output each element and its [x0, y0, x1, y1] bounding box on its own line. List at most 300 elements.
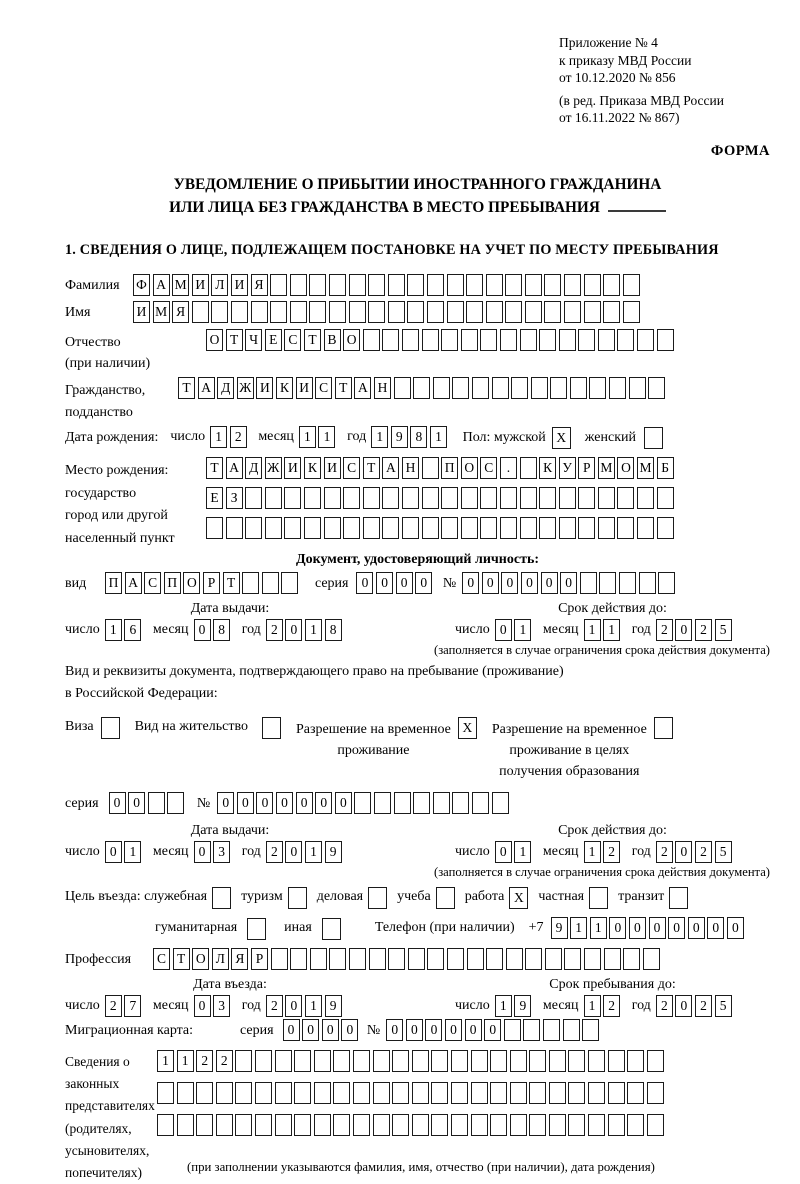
char-cell[interactable]: 0: [462, 572, 479, 594]
char-cell[interactable]: 0: [356, 572, 373, 594]
char-cell[interactable]: [167, 792, 184, 814]
purpose-other-checkbox[interactable]: [322, 918, 341, 940]
char-cell[interactable]: 1: [318, 426, 335, 448]
char-cell[interactable]: [543, 1019, 560, 1041]
char-cell[interactable]: [290, 301, 307, 323]
char-cell[interactable]: [333, 1114, 350, 1136]
char-cell[interactable]: [245, 517, 262, 539]
char-cell[interactable]: [559, 517, 576, 539]
char-cell[interactable]: Я: [231, 948, 248, 970]
char-cell[interactable]: У: [559, 457, 576, 479]
char-cell[interactable]: 0: [415, 572, 432, 594]
char-cell[interactable]: Т: [226, 329, 243, 351]
char-cell[interactable]: 0: [675, 619, 692, 641]
char-cell[interactable]: [608, 1114, 625, 1136]
char-cell[interactable]: 1: [124, 841, 141, 863]
char-cell[interactable]: [492, 792, 509, 814]
char-cell[interactable]: Е: [265, 329, 282, 351]
char-cell[interactable]: [480, 487, 497, 509]
char-cell[interactable]: А: [198, 377, 215, 399]
char-cell[interactable]: [388, 274, 405, 296]
char-cell[interactable]: [545, 948, 562, 970]
purpose-study-checkbox[interactable]: [436, 887, 455, 909]
char-cell[interactable]: [480, 329, 497, 351]
char-cell[interactable]: [589, 377, 606, 399]
char-cell[interactable]: П: [105, 572, 122, 594]
char-cell[interactable]: 3: [213, 995, 230, 1017]
char-cell[interactable]: 0: [541, 572, 558, 594]
char-cell[interactable]: [609, 377, 626, 399]
char-cell[interactable]: 0: [495, 841, 512, 863]
char-cell[interactable]: П: [164, 572, 181, 594]
char-cell[interactable]: 0: [465, 1019, 482, 1041]
char-cell[interactable]: 9: [391, 426, 408, 448]
char-cell[interactable]: 5: [715, 619, 732, 641]
char-cell[interactable]: 0: [256, 792, 273, 814]
char-cell[interactable]: [637, 517, 654, 539]
char-cell[interactable]: 0: [688, 917, 705, 939]
char-cell[interactable]: 0: [109, 792, 126, 814]
char-cell[interactable]: [412, 1082, 429, 1104]
char-cell[interactable]: [294, 1082, 311, 1104]
char-cell[interactable]: [544, 301, 561, 323]
char-cell[interactable]: [211, 301, 228, 323]
char-cell[interactable]: [447, 274, 464, 296]
char-cell[interactable]: [452, 792, 469, 814]
char-cell[interactable]: [431, 1082, 448, 1104]
char-cell[interactable]: [206, 517, 223, 539]
char-cell[interactable]: [505, 274, 522, 296]
char-cell[interactable]: 1: [299, 426, 316, 448]
char-cell[interactable]: 5: [715, 841, 732, 863]
char-cell[interactable]: [431, 1050, 448, 1072]
char-cell[interactable]: М: [172, 274, 189, 296]
purpose-work-checkbox[interactable]: X: [509, 887, 528, 909]
char-cell[interactable]: И: [133, 301, 150, 323]
char-cell[interactable]: [388, 948, 405, 970]
char-cell[interactable]: [412, 1114, 429, 1136]
char-cell[interactable]: [329, 274, 346, 296]
char-cell[interactable]: 8: [410, 426, 427, 448]
char-cell[interactable]: [578, 517, 595, 539]
char-cell[interactable]: С: [343, 457, 360, 479]
char-cell[interactable]: 0: [727, 917, 744, 939]
char-cell[interactable]: 0: [285, 619, 302, 641]
char-cell[interactable]: [275, 1114, 292, 1136]
char-cell[interactable]: [235, 1082, 252, 1104]
char-cell[interactable]: [564, 301, 581, 323]
char-cell[interactable]: А: [354, 377, 371, 399]
char-cell[interactable]: [588, 1082, 605, 1104]
char-cell[interactable]: 1: [177, 1050, 194, 1072]
char-cell[interactable]: 0: [675, 995, 692, 1017]
char-cell[interactable]: М: [153, 301, 170, 323]
char-cell[interactable]: [582, 1019, 599, 1041]
char-cell[interactable]: [281, 572, 298, 594]
char-cell[interactable]: К: [304, 457, 321, 479]
char-cell[interactable]: 1: [105, 619, 122, 641]
char-cell[interactable]: 0: [376, 572, 393, 594]
char-cell[interactable]: [413, 377, 430, 399]
char-cell[interactable]: [623, 301, 640, 323]
char-cell[interactable]: [441, 517, 458, 539]
purpose-official-checkbox[interactable]: [212, 887, 231, 909]
char-cell[interactable]: 0: [425, 1019, 442, 1041]
char-cell[interactable]: [647, 1050, 664, 1072]
char-cell[interactable]: Н: [402, 457, 419, 479]
char-cell[interactable]: [382, 517, 399, 539]
char-cell[interactable]: [402, 329, 419, 351]
char-cell[interactable]: К: [276, 377, 293, 399]
char-cell[interactable]: [382, 487, 399, 509]
char-cell[interactable]: Н: [374, 377, 391, 399]
char-cell[interactable]: 0: [668, 917, 685, 939]
char-cell[interactable]: [529, 1114, 546, 1136]
char-cell[interactable]: [520, 457, 537, 479]
char-cell[interactable]: [441, 329, 458, 351]
char-cell[interactable]: [353, 1050, 370, 1072]
char-cell[interactable]: [394, 792, 411, 814]
char-cell[interactable]: Р: [578, 457, 595, 479]
char-cell[interactable]: [500, 487, 517, 509]
char-cell[interactable]: [447, 301, 464, 323]
char-cell[interactable]: Д: [245, 457, 262, 479]
char-cell[interactable]: [349, 948, 366, 970]
char-cell[interactable]: [349, 274, 366, 296]
char-cell[interactable]: 1: [584, 995, 601, 1017]
char-cell[interactable]: [192, 301, 209, 323]
char-cell[interactable]: [382, 329, 399, 351]
char-cell[interactable]: [490, 1050, 507, 1072]
char-cell[interactable]: [196, 1082, 213, 1104]
char-cell[interactable]: З: [226, 487, 243, 509]
char-cell[interactable]: [262, 572, 279, 594]
char-cell[interactable]: 0: [675, 841, 692, 863]
char-cell[interactable]: Т: [178, 377, 195, 399]
char-cell[interactable]: 0: [105, 841, 122, 863]
char-cell[interactable]: [275, 1050, 292, 1072]
char-cell[interactable]: 1: [430, 426, 447, 448]
char-cell[interactable]: [559, 329, 576, 351]
char-cell[interactable]: А: [125, 572, 142, 594]
char-cell[interactable]: 2: [656, 995, 673, 1017]
char-cell[interactable]: Д: [217, 377, 234, 399]
char-cell[interactable]: [639, 572, 656, 594]
char-cell[interactable]: [568, 1114, 585, 1136]
char-cell[interactable]: [310, 948, 327, 970]
char-cell[interactable]: 8: [325, 619, 342, 641]
char-cell[interactable]: 0: [302, 1019, 319, 1041]
char-cell[interactable]: М: [598, 457, 615, 479]
char-cell[interactable]: [471, 1114, 488, 1136]
char-cell[interactable]: [461, 329, 478, 351]
char-cell[interactable]: [657, 487, 674, 509]
char-cell[interactable]: В: [324, 329, 341, 351]
char-cell[interactable]: Р: [203, 572, 220, 594]
char-cell[interactable]: 0: [194, 841, 211, 863]
char-cell[interactable]: [627, 1114, 644, 1136]
char-cell[interactable]: [304, 487, 321, 509]
char-cell[interactable]: 2: [105, 995, 122, 1017]
char-cell[interactable]: [539, 329, 556, 351]
char-cell[interactable]: .: [500, 457, 517, 479]
char-cell[interactable]: [471, 1082, 488, 1104]
char-cell[interactable]: [658, 572, 675, 594]
char-cell[interactable]: [584, 301, 601, 323]
char-cell[interactable]: [510, 1082, 527, 1104]
char-cell[interactable]: [461, 517, 478, 539]
char-cell[interactable]: 9: [514, 995, 531, 1017]
char-cell[interactable]: [157, 1114, 174, 1136]
char-cell[interactable]: [486, 274, 503, 296]
char-cell[interactable]: [422, 329, 439, 351]
char-cell[interactable]: Е: [206, 487, 223, 509]
char-cell[interactable]: 0: [482, 572, 499, 594]
char-cell[interactable]: С: [480, 457, 497, 479]
char-cell[interactable]: [578, 329, 595, 351]
char-cell[interactable]: 0: [276, 792, 293, 814]
char-cell[interactable]: [392, 1114, 409, 1136]
char-cell[interactable]: [354, 792, 371, 814]
char-cell[interactable]: И: [324, 457, 341, 479]
char-cell[interactable]: 2: [656, 841, 673, 863]
char-cell[interactable]: [343, 517, 360, 539]
char-cell[interactable]: П: [441, 457, 458, 479]
char-cell[interactable]: [623, 274, 640, 296]
char-cell[interactable]: [226, 517, 243, 539]
char-cell[interactable]: [373, 1114, 390, 1136]
char-cell[interactable]: А: [153, 274, 170, 296]
char-cell[interactable]: [427, 948, 444, 970]
char-cell[interactable]: [490, 1082, 507, 1104]
char-cell[interactable]: 0: [237, 792, 254, 814]
char-cell[interactable]: О: [192, 948, 209, 970]
char-cell[interactable]: [588, 1050, 605, 1072]
char-cell[interactable]: [520, 487, 537, 509]
char-cell[interactable]: [580, 572, 597, 594]
char-cell[interactable]: 2: [230, 426, 247, 448]
char-cell[interactable]: [490, 1114, 507, 1136]
char-cell[interactable]: [433, 792, 450, 814]
char-cell[interactable]: 0: [315, 792, 332, 814]
char-cell[interactable]: [568, 1082, 585, 1104]
char-cell[interactable]: [492, 377, 509, 399]
char-cell[interactable]: 1: [603, 619, 620, 641]
char-cell[interactable]: О: [617, 457, 634, 479]
char-cell[interactable]: [647, 1114, 664, 1136]
char-cell[interactable]: 3: [213, 841, 230, 863]
char-cell[interactable]: [598, 517, 615, 539]
char-cell[interactable]: [657, 329, 674, 351]
char-cell[interactable]: 1: [514, 841, 531, 863]
char-cell[interactable]: [408, 948, 425, 970]
char-cell[interactable]: 0: [707, 917, 724, 939]
char-cell[interactable]: [333, 1050, 350, 1072]
char-cell[interactable]: [637, 487, 654, 509]
char-cell[interactable]: [608, 1050, 625, 1072]
char-cell[interactable]: 2: [695, 619, 712, 641]
char-cell[interactable]: 1: [584, 841, 601, 863]
char-cell[interactable]: Т: [173, 948, 190, 970]
char-cell[interactable]: А: [382, 457, 399, 479]
char-cell[interactable]: [466, 274, 483, 296]
purpose-humanitarian-checkbox[interactable]: [247, 918, 266, 940]
char-cell[interactable]: [549, 1114, 566, 1136]
char-cell[interactable]: Т: [206, 457, 223, 479]
char-cell[interactable]: [617, 517, 634, 539]
char-cell[interactable]: [643, 948, 660, 970]
char-cell[interactable]: 0: [283, 1019, 300, 1041]
char-cell[interactable]: К: [539, 457, 556, 479]
char-cell[interactable]: [333, 1082, 350, 1104]
char-cell[interactable]: [525, 274, 542, 296]
char-cell[interactable]: Р: [251, 948, 268, 970]
char-cell[interactable]: [604, 948, 621, 970]
char-cell[interactable]: 0: [386, 1019, 403, 1041]
char-cell[interactable]: 1: [584, 619, 601, 641]
char-cell[interactable]: 1: [305, 995, 322, 1017]
char-cell[interactable]: [451, 1082, 468, 1104]
char-cell[interactable]: [329, 301, 346, 323]
char-cell[interactable]: [578, 487, 595, 509]
char-cell[interactable]: [433, 377, 450, 399]
char-cell[interactable]: [270, 274, 287, 296]
char-cell[interactable]: [270, 301, 287, 323]
char-cell[interactable]: Ж: [265, 457, 282, 479]
char-cell[interactable]: [486, 948, 503, 970]
char-cell[interactable]: [637, 329, 654, 351]
char-cell[interactable]: А: [226, 457, 243, 479]
char-cell[interactable]: [275, 1082, 292, 1104]
char-cell[interactable]: [177, 1082, 194, 1104]
char-cell[interactable]: [392, 1050, 409, 1072]
char-cell[interactable]: [629, 377, 646, 399]
char-cell[interactable]: [549, 1082, 566, 1104]
edu-permit-checkbox[interactable]: [654, 717, 673, 739]
char-cell[interactable]: [177, 1114, 194, 1136]
char-cell[interactable]: 2: [656, 619, 673, 641]
char-cell[interactable]: [539, 517, 556, 539]
char-cell[interactable]: [504, 1019, 521, 1041]
char-cell[interactable]: О: [343, 329, 360, 351]
char-cell[interactable]: [353, 1082, 370, 1104]
char-cell[interactable]: [284, 487, 301, 509]
char-cell[interactable]: [294, 1114, 311, 1136]
char-cell[interactable]: [265, 487, 282, 509]
char-cell[interactable]: 0: [445, 1019, 462, 1041]
char-cell[interactable]: Л: [212, 948, 229, 970]
char-cell[interactable]: [373, 1082, 390, 1104]
purpose-transit-checkbox[interactable]: [669, 887, 688, 909]
char-cell[interactable]: 1: [157, 1050, 174, 1072]
char-cell[interactable]: [294, 1050, 311, 1072]
char-cell[interactable]: О: [183, 572, 200, 594]
char-cell[interactable]: [627, 1050, 644, 1072]
char-cell[interactable]: 2: [266, 619, 283, 641]
char-cell[interactable]: [388, 301, 405, 323]
char-cell[interactable]: [231, 301, 248, 323]
char-cell[interactable]: [510, 1050, 527, 1072]
char-cell[interactable]: [407, 274, 424, 296]
char-cell[interactable]: [525, 948, 542, 970]
char-cell[interactable]: [570, 377, 587, 399]
purpose-private-checkbox[interactable]: [589, 887, 608, 909]
residence-permit-checkbox[interactable]: [262, 717, 281, 739]
char-cell[interactable]: [617, 487, 634, 509]
char-cell[interactable]: [343, 487, 360, 509]
char-cell[interactable]: [427, 301, 444, 323]
char-cell[interactable]: О: [461, 457, 478, 479]
char-cell[interactable]: 0: [609, 917, 626, 939]
char-cell[interactable]: И: [284, 457, 301, 479]
char-cell[interactable]: [603, 301, 620, 323]
char-cell[interactable]: [422, 517, 439, 539]
char-cell[interactable]: И: [296, 377, 313, 399]
char-cell[interactable]: 2: [266, 841, 283, 863]
char-cell[interactable]: [588, 1114, 605, 1136]
char-cell[interactable]: [647, 1082, 664, 1104]
char-cell[interactable]: [369, 948, 386, 970]
char-cell[interactable]: [564, 948, 581, 970]
char-cell[interactable]: Т: [304, 329, 321, 351]
char-cell[interactable]: 7: [124, 995, 141, 1017]
char-cell[interactable]: 2: [216, 1050, 233, 1072]
char-cell[interactable]: [271, 948, 288, 970]
char-cell[interactable]: [568, 1050, 585, 1072]
char-cell[interactable]: [245, 487, 262, 509]
char-cell[interactable]: 1: [570, 917, 587, 939]
char-cell[interactable]: [407, 301, 424, 323]
char-cell[interactable]: 1: [305, 619, 322, 641]
char-cell[interactable]: [349, 301, 366, 323]
char-cell[interactable]: Ж: [237, 377, 254, 399]
char-cell[interactable]: Я: [251, 274, 268, 296]
char-cell[interactable]: С: [144, 572, 161, 594]
char-cell[interactable]: [324, 517, 341, 539]
char-cell[interactable]: 9: [325, 841, 342, 863]
sex-male-checkbox[interactable]: X: [552, 427, 571, 449]
char-cell[interactable]: 0: [322, 1019, 339, 1041]
char-cell[interactable]: [549, 1050, 566, 1072]
char-cell[interactable]: [525, 301, 542, 323]
sex-female-checkbox[interactable]: [644, 427, 663, 449]
char-cell[interactable]: [157, 1082, 174, 1104]
char-cell[interactable]: [599, 572, 616, 594]
char-cell[interactable]: 0: [194, 995, 211, 1017]
char-cell[interactable]: Б: [657, 457, 674, 479]
char-cell[interactable]: 0: [501, 572, 518, 594]
char-cell[interactable]: [529, 1082, 546, 1104]
char-cell[interactable]: [520, 517, 537, 539]
purpose-business-checkbox[interactable]: [368, 887, 387, 909]
char-cell[interactable]: [402, 487, 419, 509]
char-cell[interactable]: [265, 517, 282, 539]
char-cell[interactable]: 0: [495, 619, 512, 641]
char-cell[interactable]: [480, 517, 497, 539]
char-cell[interactable]: [422, 487, 439, 509]
char-cell[interactable]: [539, 487, 556, 509]
char-cell[interactable]: 0: [396, 572, 413, 594]
char-cell[interactable]: [373, 1050, 390, 1072]
char-cell[interactable]: [255, 1114, 272, 1136]
char-cell[interactable]: 0: [296, 792, 313, 814]
char-cell[interactable]: [472, 377, 489, 399]
char-cell[interactable]: 2: [695, 995, 712, 1017]
char-cell[interactable]: 0: [341, 1019, 358, 1041]
char-cell[interactable]: [506, 948, 523, 970]
char-cell[interactable]: 0: [406, 1019, 423, 1041]
char-cell[interactable]: И: [256, 377, 273, 399]
